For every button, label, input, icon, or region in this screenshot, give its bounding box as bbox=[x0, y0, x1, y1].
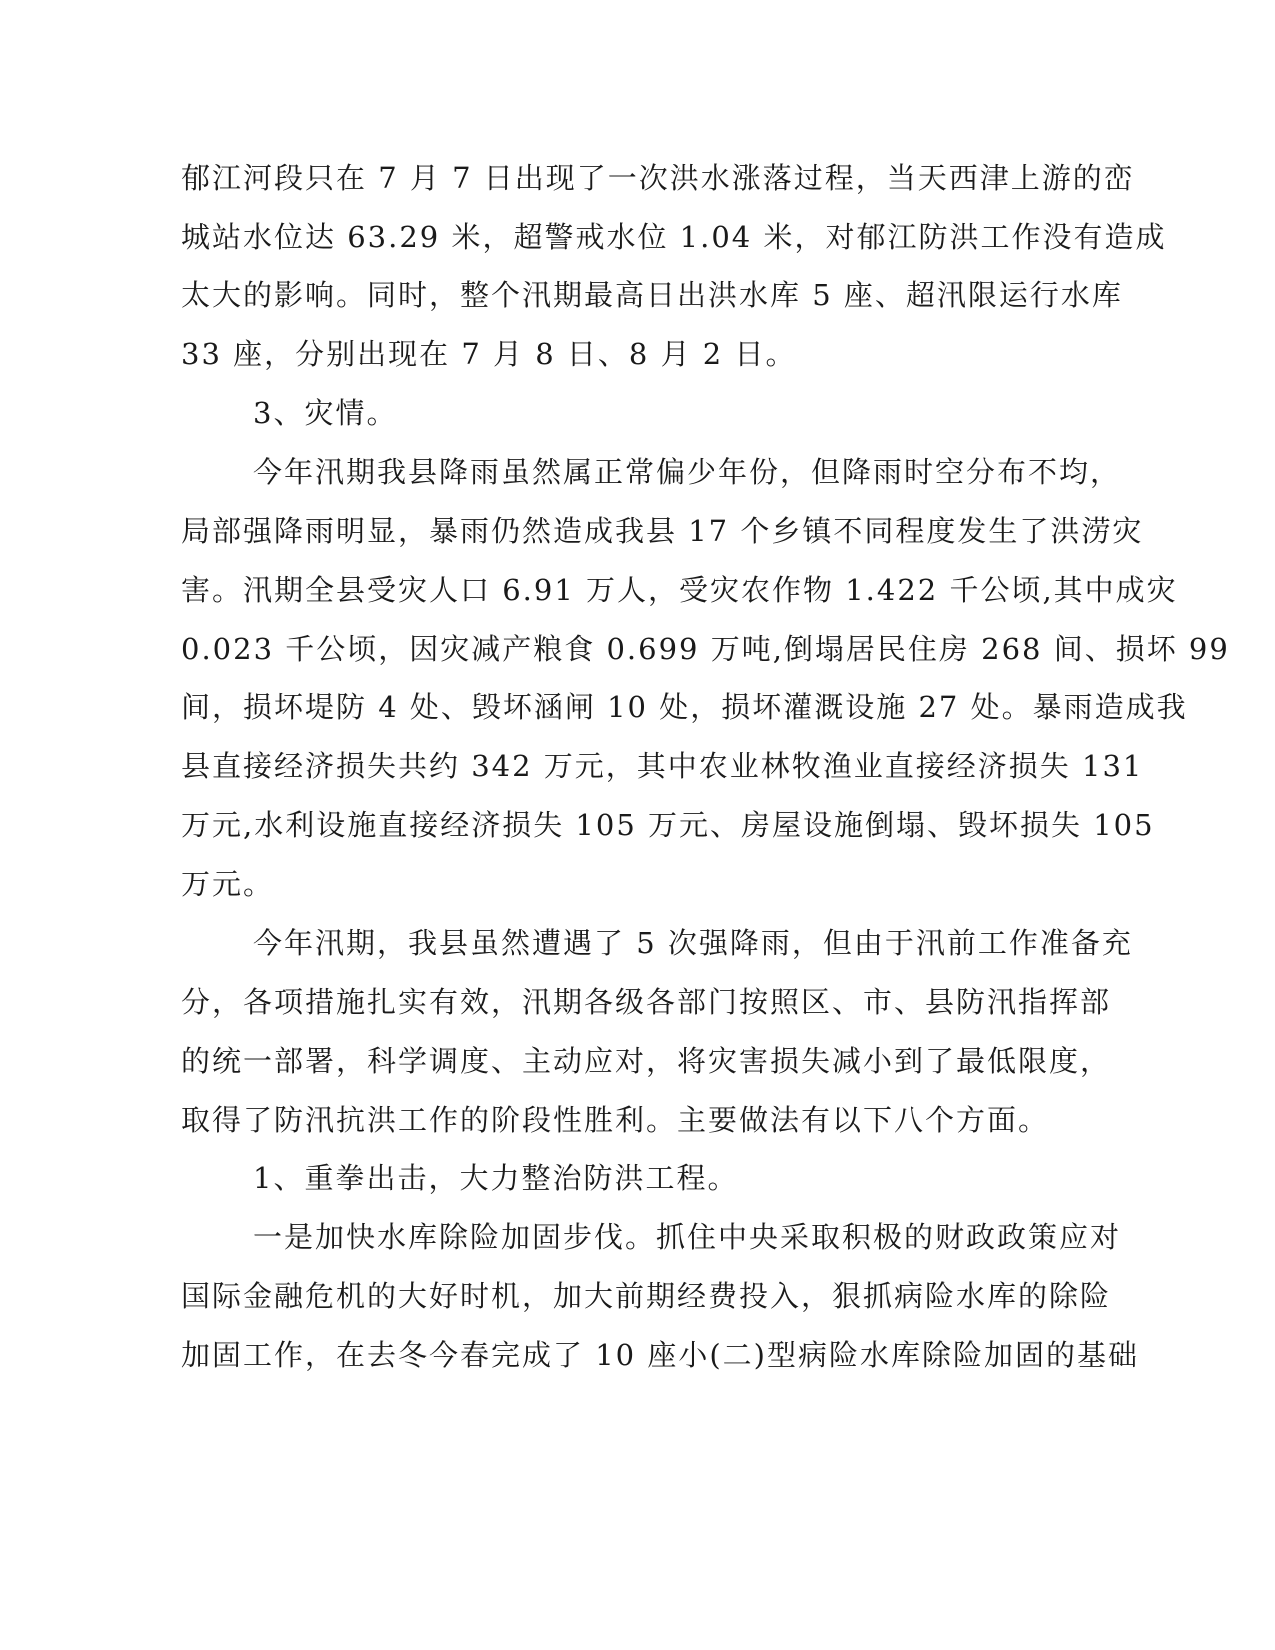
paragraph-line: 加固工作，在去冬今春完成了 10 座小(二)型病险水库除险加固的基础 bbox=[181, 1338, 1139, 1372]
paragraph-line: 城站水位达 63.29 米，超警戒水位 1.04 米，对郁江防洪工作没有造成 bbox=[181, 220, 1167, 254]
paragraph-line: 万元,水利设施直接经济损失 105 万元、房屋设施倒塌、毁坏损失 105 bbox=[181, 808, 1155, 842]
paragraph-line: 国际金融危机的大好时机，加大前期经费投入，狠抓病险水库的除险 bbox=[181, 1279, 1112, 1313]
paragraph-line: 33 座，分别出现在 7 月 8 日、8 月 2 日。 bbox=[181, 337, 797, 371]
paragraph-line: 0.023 千公顷，因灾减产粮食 0.699 万吨,倒塌居民住房 268 间、损坏 99 bbox=[181, 632, 1230, 666]
paragraph-line: 今年汛期我县降雨虽然属正常偏少年份，但降雨时空分布不均， bbox=[253, 455, 1122, 489]
paragraph-line: 局部强降雨明显，暴雨仍然造成我县 17 个乡镇不同程度发生了洪涝灾 bbox=[181, 514, 1144, 548]
paragraph-line: 太大的影响。同时，整个汛期最高日出洪水库 5 座、超汛限运行水库 bbox=[181, 278, 1123, 312]
paragraph-line: 县直接经济损失共约 342 万元，其中农业林牧渔业直接经济损失 131 bbox=[181, 749, 1144, 783]
paragraph-line: 间，损坏堤防 4 处、毁坏涵闸 10 处，损坏灌溉设施 27 处。暴雨造成我 bbox=[181, 690, 1188, 724]
section-heading: 3、灾情。 bbox=[253, 396, 398, 430]
paragraph-line: 的统一部署，科学调度、主动应对，将灾害损失减小到了最低限度， bbox=[181, 1044, 1112, 1078]
paragraph-line: 取得了防汛抗洪工作的阶段性胜利。主要做法有以下八个方面。 bbox=[181, 1103, 1050, 1137]
paragraph-line: 今年汛期，我县虽然遭遇了 5 次强降雨，但由于汛前工作准备充 bbox=[253, 926, 1133, 960]
section-heading: 1、重拳出击，大力整治防洪工程。 bbox=[253, 1161, 739, 1195]
paragraph-line: 郁江河段只在 7 月 7 日出现了一次洪水涨落过程，当天西津上游的峦 bbox=[181, 161, 1135, 195]
paragraph-line: 一是加快水库除险加固步伐。抓住中央采取积极的财政政策应对 bbox=[253, 1220, 1122, 1254]
paragraph-line: 万元。 bbox=[181, 867, 275, 901]
paragraph-line: 害。汛期全县受灾人口 6.91 万人，受灾农作物 1.422 千公顷,其中成灾 bbox=[181, 573, 1178, 607]
paragraph-line: 分，各项措施扎实有效，汛期各级各部门按照区、市、县防汛指挥部 bbox=[181, 985, 1112, 1019]
